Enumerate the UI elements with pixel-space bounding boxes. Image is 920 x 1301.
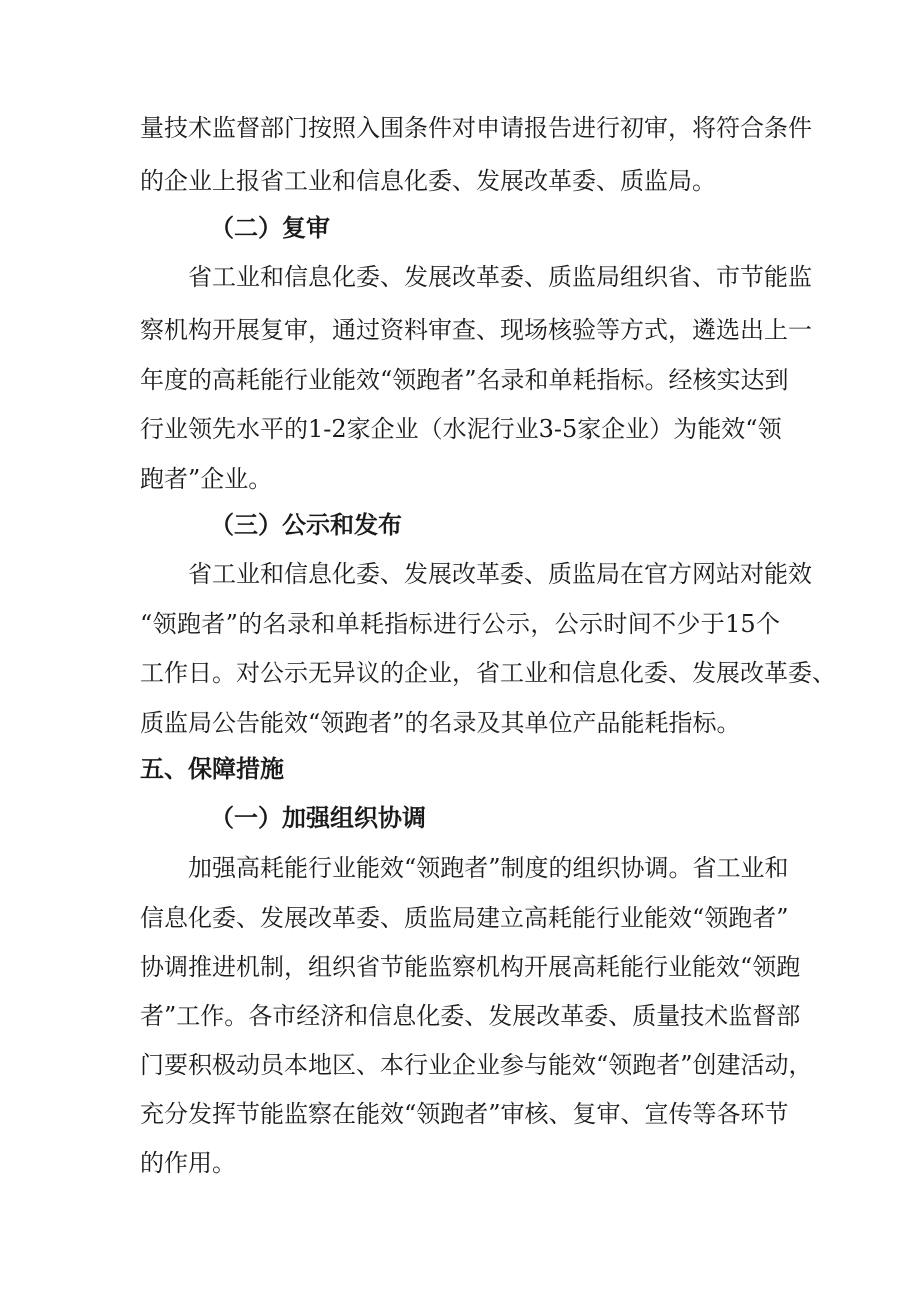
section-heading-coordination: （一）加强组织协调	[210, 804, 426, 832]
paragraph-line: 察机构开展复审，通过资料审查、现场核验等方式，遴选出上一	[140, 316, 812, 344]
section-heading-review: （二）复审	[210, 214, 330, 242]
section-heading-publicity: （三）公示和发布	[210, 511, 402, 539]
paragraph-line: 加强高耗能行业能效“领跑者”制度的组织协调。省工业和	[188, 854, 789, 882]
chapter-heading-safeguards: 五、保障措施	[140, 755, 284, 783]
paragraph-line: 跑者”企业。	[140, 465, 273, 493]
paragraph-line: 者”工作。各市经济和信息化委、发展改革委、质量技术监督部	[140, 1002, 801, 1030]
paragraph-line: 省工业和信息化委、发展改革委、质监局在官方网站对能效	[188, 560, 812, 588]
paragraph-line: 省工业和信息化委、发展改革委、质监局组织省、市节能监	[188, 263, 812, 291]
paragraph-line: 工作日。对公示无异议的企业，省工业和信息化委、发展改革委、	[140, 659, 836, 687]
paragraph-line: 协调推进机制，组织省节能监察机构开展高耗能行业能效“领跑	[140, 953, 801, 981]
paragraph-line: 信息化委、发展改革委、质监局建立高耗能行业能效“领跑者”	[140, 904, 789, 932]
paragraph-line: 年度的高耗能行业能效“领跑者”名录和单耗指标。经核实达到	[140, 366, 789, 394]
paragraph-line: 充分发挥节能监察在能效“领跑者”审核、复审、宣传等各环节	[140, 1100, 789, 1128]
paragraph-line: 的作用。	[140, 1149, 236, 1177]
paragraph-line: 质监局公告能效“领跑者”的名录及其单位产品能耗指标。	[140, 709, 741, 737]
paragraph-line: 量技术监督部门按照入围条件对申请报告进行初审，将符合条件	[140, 114, 812, 142]
paragraph-line: 行业领先水平的1-2家企业（水泥行业3-5家企业）为能效“领	[140, 415, 782, 443]
paragraph-line: 门要积极动员本地区、本行业企业参与能效“领跑者”创建活动，	[140, 1051, 813, 1079]
paragraph-line: 的企业上报省工业和信息化委、发展改革委、质监局。	[140, 167, 716, 195]
paragraph-line: “领跑者”的名录和单耗指标进行公示，公示时间不少于15个	[140, 610, 780, 638]
